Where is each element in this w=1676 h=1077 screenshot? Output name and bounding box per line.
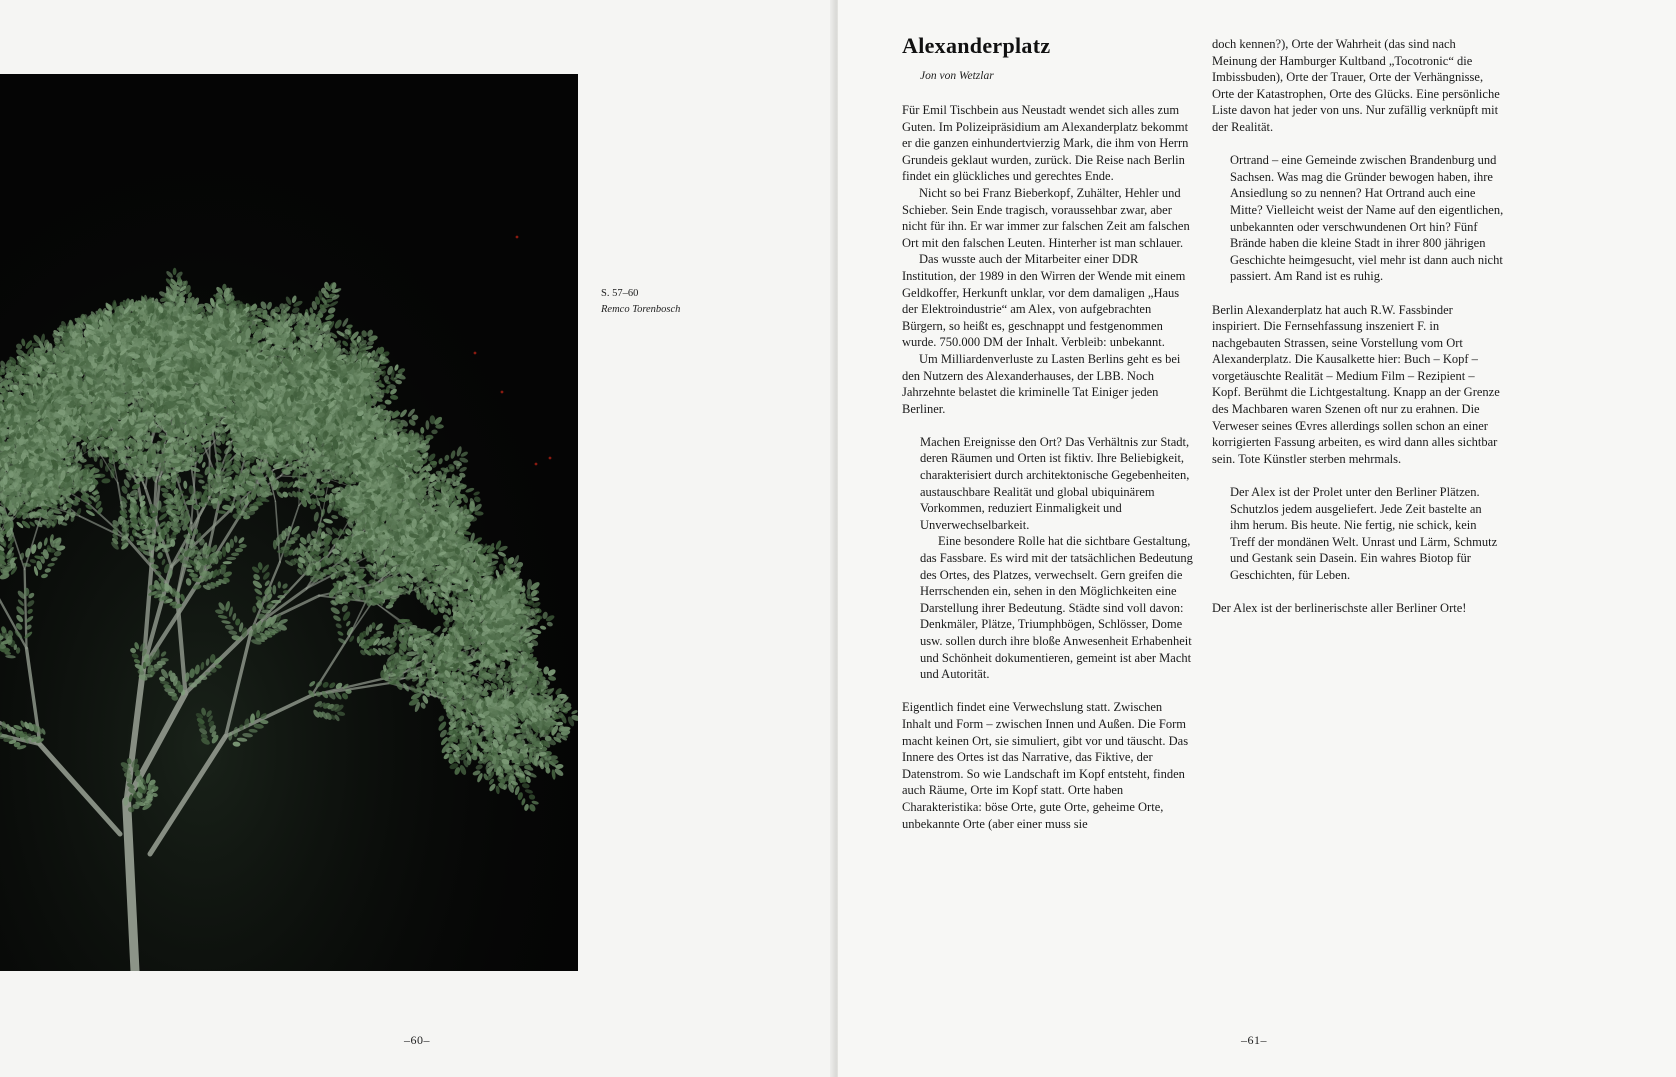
paragraph: Für Emil Tischbein aus Neustadt wendet sich alles zum Guten. Im Polizeipräsidium am Alexanderplatz bekommt er die ganzen einhundertvierzig Mark, die ihm von Herrn Grundeis geklaut wurden, zurück. Die Reise nach Berlin findet ein glückliches und gerechtes Ende. bbox=[902, 103, 1189, 184]
paragraph: Eigentlich findet eine Verwechslung statt. Zwischen Inhalt und Form – zwischen Innen und Außen. Die Form macht keinen Ort, sie simuliert, gibt vor und täuscht. Das Innere des Ortes ist das Narrative, das Fiktive, der Datenstrom. So wie Landschaft im Kopf entsteht, finden auch Räume, Orte im Kopf statt. Orte haben Charakteristika: böse Orte, gute Orte, geheime Orte, unbekannte Orte (aber einer muss sie bbox=[902, 700, 1189, 831]
indented-block bbox=[1212, 152, 1504, 285]
article-author: Jon von Wetzlar bbox=[920, 70, 994, 82]
text-column-2 bbox=[1212, 36, 1504, 617]
paragraph: Berlin Alexanderplatz hat auch R.W. Fassbinder inspiriert. Die Fernsehfassung inszeniert F. in nachgebauten Strassen, seine Vorstellung vom Ort Alexanderplatz. Die Kausalkette hier: Buch – Kopf – vorgetäuschte Realität – Medium Film – Rezipient – Kopf. Berühmt die Lichtgestaltung. Knapp an der Grenze des Machbaren waren Szenen oft nur zu erahnen. Die Verweser seines Œvres allerdings sollen schon an einer korrigierten Fassung arbeiten, es wird dann alles sichtbar sein. Tote Künstler sterben mehrmals. bbox=[1212, 302, 1500, 466]
page-number-left: –60– bbox=[404, 1033, 430, 1047]
photo-caption bbox=[601, 286, 680, 318]
caption-credit: Remco Torenbosch bbox=[601, 304, 681, 315]
indented-block bbox=[902, 434, 1194, 683]
left-page bbox=[0, 0, 836, 1077]
text-column-1 bbox=[902, 102, 1194, 832]
paragraph: doch kennen?), Orte der Wahrheit (das sind nach Meinung der Hamburger Kultband „Tocotronic“ die Imbissbuden), Orte der Trauer, Orte der Verhängnisse, Orte der Katastrophen, Orte des Glücks. Eine persönliche Liste davon hat jeder von uns. Nur zufällig verknüpft mit der Realität. bbox=[1212, 37, 1500, 134]
paragraph: Um Milliardenverluste zu Lasten Berlins geht es bei den Nutzern des Alexanderhauses, der LBB. Noch Jahrzehnte belastet die kriminelle Tat Einiger jeden Berliner. bbox=[902, 351, 1181, 416]
paragraph: Nicht so bei Franz Bieberkopf, Zuhälter, Hehler und Schieber. Sein Ende tragisch, voraussehbar zwar, aber nicht für ihn. Er war immer zur falschen Zeit am falschen Ort mit den falschen Leuten. Hinterher ist man schlauer. bbox=[902, 185, 1190, 250]
paragraph: Eine besondere Rolle hat die sichtbare Gestaltung, das Fassbare. Es wird mit der tatsächlichen Bedeutung des Ortes, des Platzes, verwechselt. Gern greifen die Herrschenden ein, sehen in den Möglichkeiten eine Darstellung ihrer Bedeutung. Städte sind voll davon: Denkmäler, Plätze, Triumphbögen, Schlösser, Dome usw. sollen durch ihre bloße Anwesenheit Erhabenheit und Schönheit dokumentieren, gemeint ist aber Macht und Autorität. bbox=[920, 534, 1193, 682]
paragraph: Ortrand – eine Gemeinde zwischen Brandenburg und Sachsen. Was mag die Gründer bewogen haben, ihre Ansiedlung so zu nennen? Hat Ortrand auch eine Mitte? Vielleicht weist der Name auf den eigentlichen, unbekannten oder verschwundenen Ort hin? Fünf Brände haben die kleine Stadt in ihrer 800 jährigen Geschichte heimgesucht, viel mehr ist dann auch nicht passiert. Am Rand ist es ruhig. bbox=[1230, 153, 1504, 284]
night-tree-photo bbox=[0, 74, 578, 971]
paragraph: Der Alex ist der Prolet unter den Berliner Plätzen. Schutzlos jedem ausgeliefert. Jede Zeit bastelte an ihm herum. Bis heute. Nie fertig, nie schick, kein Treff der mondänen Welt. Unrast und Lärm, Schmutz und Gestank sein Dasein. Ein wahres Biotop für Geschichten, für Leben. bbox=[1230, 485, 1498, 582]
page-number-right: –61– bbox=[1241, 1033, 1267, 1047]
article-title: Alexanderplatz bbox=[902, 33, 1051, 58]
paragraph: Der Alex ist der berlinerischste aller Berliner Orte! bbox=[1212, 601, 1467, 616]
paragraph: Das wusste auch der Mitarbeiter einer DDR Institution, der 1989 in den Wirren der Wende mit einem Geldkoffer, Herkunft unklar, vor dem damaligen „Haus der Elektroindustrie“ am Alex, von aufgebrachten Bürgern, so heißt es, geschnappt und festgenommen wurde. 750.000 DM der Inhalt. Verbleib: unbekannt. bbox=[902, 252, 1186, 350]
indented-block bbox=[1212, 484, 1504, 584]
tree-illustration bbox=[0, 74, 578, 971]
paragraph: Machen Ereignisse den Ort? Das Verhältnis zur Stadt, deren Räumen und Orten ist fiktiv. Ihre Beliebigkeit, charakterisiert durch architektonische Gegebenheiten, austauschbare Realität und global ubiquinärem Vorkommen, reduziert Einmaligkeit und Unverwechselbarkeit. bbox=[920, 434, 1190, 532]
caption-pages: S. 57–60 bbox=[601, 288, 639, 299]
